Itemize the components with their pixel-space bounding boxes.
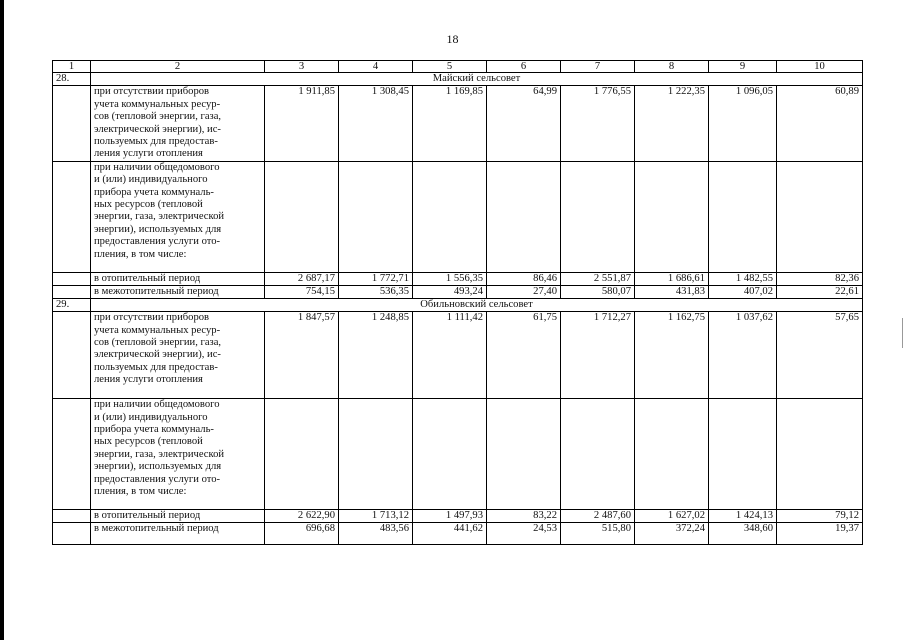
value-cell: 1 482,55 — [709, 272, 777, 285]
value-cell: 1 248,85 — [339, 312, 413, 399]
value-cell: 1 911,85 — [265, 86, 339, 161]
value-cell: 407,02 — [709, 285, 777, 298]
value-cell — [709, 399, 777, 510]
row-label: при отсутствии приборов учета коммунальных ресур- сов (тепловой энергии, газа, электрической энергии), ис- пользуемых для предостав- ления услуги отопления — [91, 86, 265, 161]
value-cell: 372,24 — [635, 523, 709, 545]
value-cell: 1 169,85 — [413, 86, 487, 161]
value-cell: 441,62 — [413, 523, 487, 545]
page-number: 18 — [446, 32, 459, 46]
section-row — [53, 298, 863, 311]
section-number: 28. — [53, 73, 91, 86]
value-cell: 82,36 — [777, 272, 863, 285]
empty-cell — [53, 523, 91, 545]
empty-cell — [53, 510, 91, 523]
section-name: Обильновский сельсовет — [91, 298, 863, 311]
value-cell: 483,56 — [339, 523, 413, 545]
value-cell: 27,40 — [487, 285, 561, 298]
column-header: 1 — [53, 61, 91, 73]
value-cell — [561, 399, 635, 510]
value-cell — [413, 399, 487, 510]
value-cell: 86,46 — [487, 272, 561, 285]
value-cell: 431,83 — [635, 285, 709, 298]
row-label: при наличии общедомового и (или) индивидуального прибора учета коммуналь- ных ресурсов (тепловой энергии, газа, электрической энергии), используемых для предоставления услуги ото- пления, в том числе: — [91, 399, 265, 510]
column-header-row — [53, 61, 863, 73]
table-row — [53, 285, 863, 298]
column-header: 2 — [91, 61, 265, 73]
table-row — [53, 399, 863, 510]
value-cell — [265, 161, 339, 272]
value-cell: 22,61 — [777, 285, 863, 298]
value-cell: 1 096,05 — [709, 86, 777, 161]
section-number: 29. — [53, 298, 91, 311]
value-cell: 348,60 — [709, 523, 777, 545]
value-cell: 1 772,71 — [339, 272, 413, 285]
value-cell: 1 162,75 — [635, 312, 709, 399]
value-cell: 79,12 — [777, 510, 863, 523]
row-label: в отопительный период — [91, 272, 265, 285]
empty-cell — [53, 312, 91, 399]
row-label: при наличии общедомового и (или) индивидуального прибора учета коммуналь- ных ресурсов (тепловой энергии, газа, электрической энергии), используемых для предоставления услуги ото- пления, в том числе: — [91, 161, 265, 272]
value-cell: 2 687,17 — [265, 272, 339, 285]
value-cell: 1 713,12 — [339, 510, 413, 523]
scan-edge-bar — [0, 0, 4, 640]
column-header: 6 — [487, 61, 561, 73]
value-cell: 1 847,57 — [265, 312, 339, 399]
table-row — [53, 510, 863, 523]
value-cell: 493,24 — [413, 285, 487, 298]
value-cell — [339, 399, 413, 510]
column-header: 3 — [265, 61, 339, 73]
column-header: 4 — [339, 61, 413, 73]
value-cell: 1 037,62 — [709, 312, 777, 399]
empty-cell — [53, 285, 91, 298]
empty-cell — [53, 272, 91, 285]
value-cell: 1 497,93 — [413, 510, 487, 523]
value-cell — [635, 161, 709, 272]
value-cell: 2 487,60 — [561, 510, 635, 523]
value-cell — [635, 399, 709, 510]
table-row — [53, 161, 863, 272]
column-header: 9 — [709, 61, 777, 73]
value-cell — [339, 161, 413, 272]
table-row — [53, 272, 863, 285]
section-name: Майский сельсовет — [91, 73, 863, 86]
scan-edge-mark — [902, 318, 903, 348]
row-label: при отсутствии приборов учета коммунальных ресур- сов (тепловой энергии, газа, электрической энергии), ис- пользуемых для предостав- ления услуги отопления — [91, 312, 265, 399]
value-cell: 515,80 — [561, 523, 635, 545]
value-cell: 1 712,27 — [561, 312, 635, 399]
value-cell: 64,99 — [487, 86, 561, 161]
value-cell — [561, 161, 635, 272]
table-row — [53, 312, 863, 399]
value-cell: 1 111,42 — [413, 312, 487, 399]
column-header: 8 — [635, 61, 709, 73]
value-cell: 754,15 — [265, 285, 339, 298]
value-cell: 19,37 — [777, 523, 863, 545]
column-header: 5 — [413, 61, 487, 73]
value-cell — [487, 399, 561, 510]
empty-cell — [53, 161, 91, 272]
value-cell: 60,89 — [777, 86, 863, 161]
value-cell: 2 551,87 — [561, 272, 635, 285]
value-cell — [777, 399, 863, 510]
value-cell: 536,35 — [339, 285, 413, 298]
value-cell: 1 308,45 — [339, 86, 413, 161]
table-row — [53, 86, 863, 161]
section-row — [53, 73, 863, 86]
value-cell: 57,65 — [777, 312, 863, 399]
value-cell — [709, 161, 777, 272]
empty-cell — [53, 399, 91, 510]
value-cell: 1 627,02 — [635, 510, 709, 523]
row-label: в межотопительный период — [91, 523, 265, 545]
value-cell: 24,53 — [487, 523, 561, 545]
row-label: в отопительный период — [91, 510, 265, 523]
value-cell — [487, 161, 561, 272]
value-cell: 2 622,90 — [265, 510, 339, 523]
column-header: 10 — [777, 61, 863, 73]
value-cell: 61,75 — [487, 312, 561, 399]
value-cell — [265, 399, 339, 510]
empty-cell — [53, 86, 91, 161]
value-cell: 1 686,61 — [635, 272, 709, 285]
value-cell: 1 776,55 — [561, 86, 635, 161]
value-cell: 1 222,35 — [635, 86, 709, 161]
value-cell: 580,07 — [561, 285, 635, 298]
value-cell — [413, 161, 487, 272]
value-cell: 1 424,13 — [709, 510, 777, 523]
tariff-table — [52, 60, 863, 545]
column-header: 7 — [561, 61, 635, 73]
table-row — [53, 523, 863, 545]
row-label: в межотопительный период — [91, 285, 265, 298]
value-cell — [777, 161, 863, 272]
value-cell: 1 556,35 — [413, 272, 487, 285]
value-cell: 696,68 — [265, 523, 339, 545]
value-cell: 83,22 — [487, 510, 561, 523]
